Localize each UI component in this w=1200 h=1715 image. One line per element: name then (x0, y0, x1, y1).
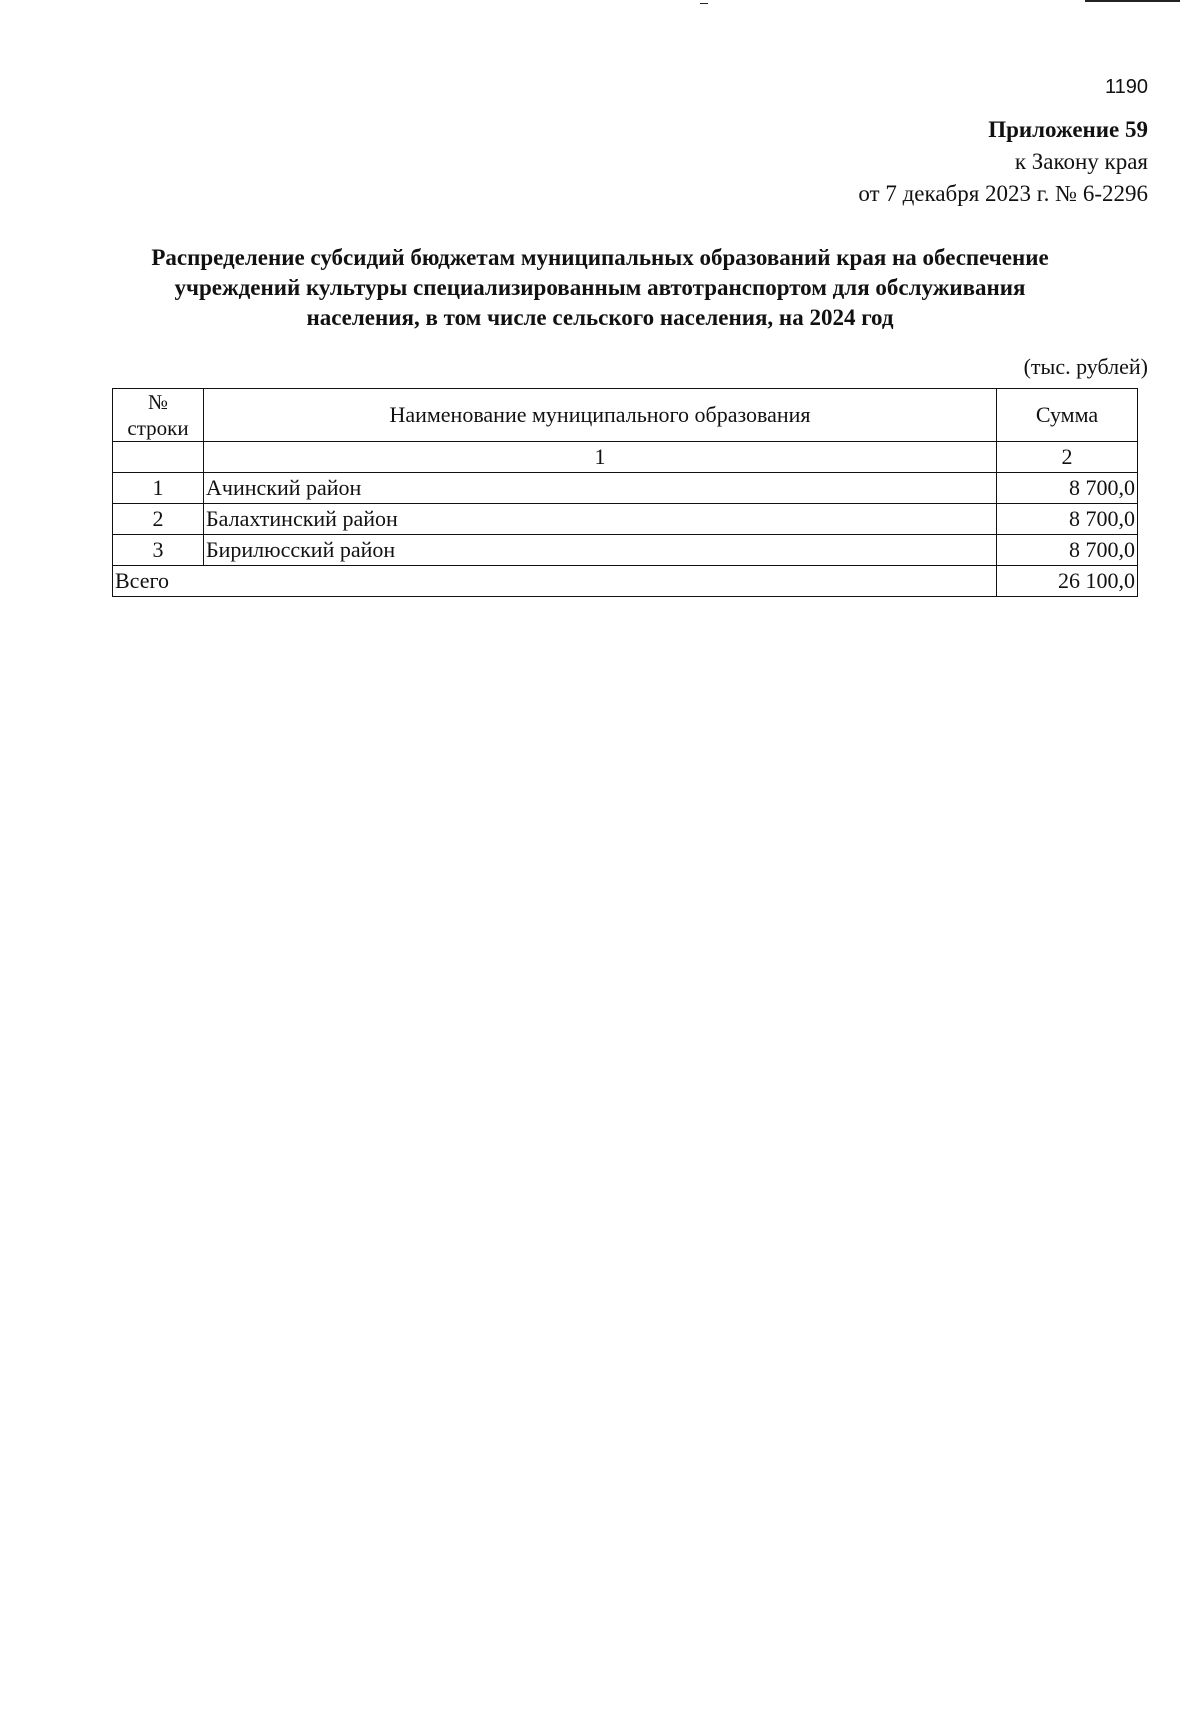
row-number: 1 (113, 473, 204, 504)
column-number: 2 (997, 442, 1138, 473)
appendix-title: Приложение 59 (988, 117, 1148, 142)
row-sum: 8 700,0 (997, 473, 1138, 504)
header-num-label: строки (127, 416, 189, 440)
scan-mark (700, 3, 708, 4)
column-number (113, 442, 204, 473)
row-number: 3 (113, 535, 204, 566)
column-number: 1 (204, 442, 997, 473)
header-name: Наименование муниципального образования (204, 389, 997, 442)
units-label: (тыс. рублей) (1023, 354, 1148, 379)
total-row (113, 566, 1138, 597)
subsidy-table (112, 388, 1138, 597)
table-row (113, 535, 1138, 566)
header-row-number (113, 389, 204, 442)
document-title (100, 243, 1100, 333)
title-line: Распределение субсидий бюджетам муниципальных образований края на обеспечение (151, 245, 1049, 270)
header-sum: Сумма (997, 389, 1138, 442)
title-line: учреждений культуры специализированным автотранспортом для обслуживания (174, 275, 1026, 300)
page-number: 1190 (1104, 76, 1148, 98)
row-number: 2 (113, 504, 204, 535)
scan-mark (1085, 0, 1180, 2)
header-num-symbol: № (147, 390, 169, 414)
municipality-name: Ачинский район (204, 473, 997, 504)
row-sum: 8 700,0 (997, 535, 1138, 566)
row-sum: 8 700,0 (997, 504, 1138, 535)
appendix-law: к Закону края (1014, 149, 1148, 174)
column-number-row (113, 442, 1138, 473)
table-row (113, 504, 1138, 535)
table-row (113, 473, 1138, 504)
appendix-block (858, 114, 1148, 210)
total-sum: 26 100,0 (997, 566, 1138, 597)
appendix-date: от 7 декабря 2023 г. № 6-2296 (858, 181, 1148, 206)
municipality-name: Балахтинский район (204, 504, 997, 535)
title-line: населения, в том числе сельского населения, на 2024 год (306, 305, 894, 330)
table-header-row (113, 389, 1138, 442)
municipality-name: Бирилюсский район (204, 535, 997, 566)
total-label: Всего (113, 566, 997, 597)
